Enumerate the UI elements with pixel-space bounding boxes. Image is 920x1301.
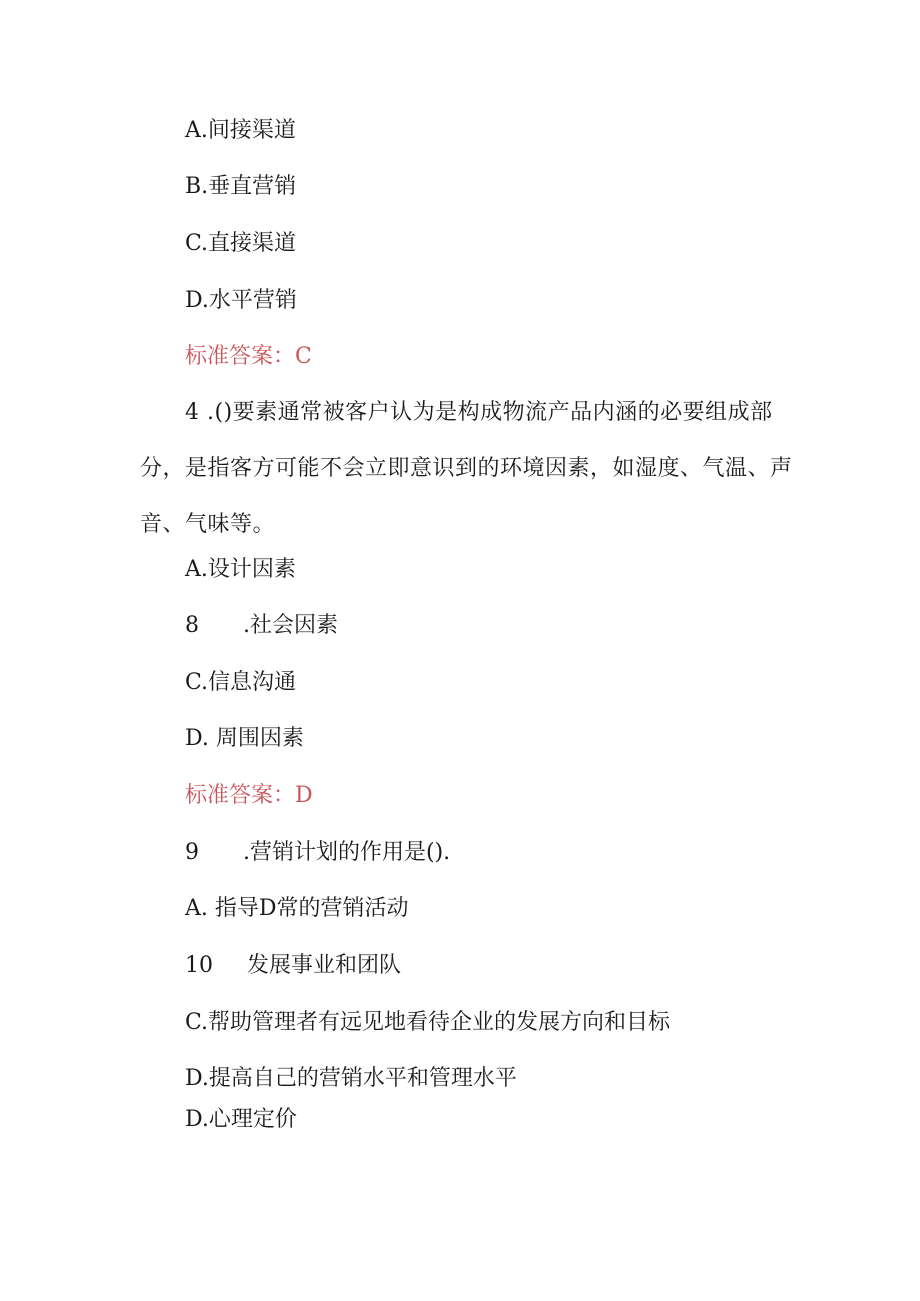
option-b-vertical-marketing: B.垂直营销 [185,174,297,199]
option-c-direct-channel: C.直接渠道 [185,231,297,256]
q9-text: .营销计划的作用是(). [243,840,451,865]
q9-number: 9 [185,840,199,865]
option-a-indirect-channel: A.间接渠道 [185,118,296,143]
q4-option-c: C.信息沟通 [185,670,297,695]
q4-option-b-number: 8 [185,613,199,638]
question-4-text: 4 .()要素通常被客户认为是构成物流产品内涵的必要组成部分，是指客方可能不会立即意识到的环境因素，如湿度、气温、声音、气味等。 [140,400,793,537]
q9-option-b [185,951,401,981]
q4-option-b [185,611,338,641]
q4-option-a: A.设计因素 [185,557,296,582]
answer-c: 标准答案：C [185,344,312,369]
q9-option-c: C.帮助管理者有远见地看待企业的发展方向和目标 [185,1010,671,1035]
q4-option-b-text: .社会因素 [243,613,338,638]
q4-option-d: D. 周围因素 [185,726,304,751]
question-9 [185,838,450,868]
q9-option-b-text: 发展事业和团队 [247,953,402,978]
answer-d: 标准答案：D [185,783,313,808]
option-d-horizontal-marketing: D.水平营销 [185,288,297,313]
q9-option-b-number: 10 [185,953,213,978]
q9-option-a: A. 指导D常的营销活动 [185,896,409,921]
extra-option-psychological-pricing: D.心理定价 [185,1107,297,1132]
q9-option-d: D.提高自己的营销水平和管理水平 [185,1066,517,1091]
